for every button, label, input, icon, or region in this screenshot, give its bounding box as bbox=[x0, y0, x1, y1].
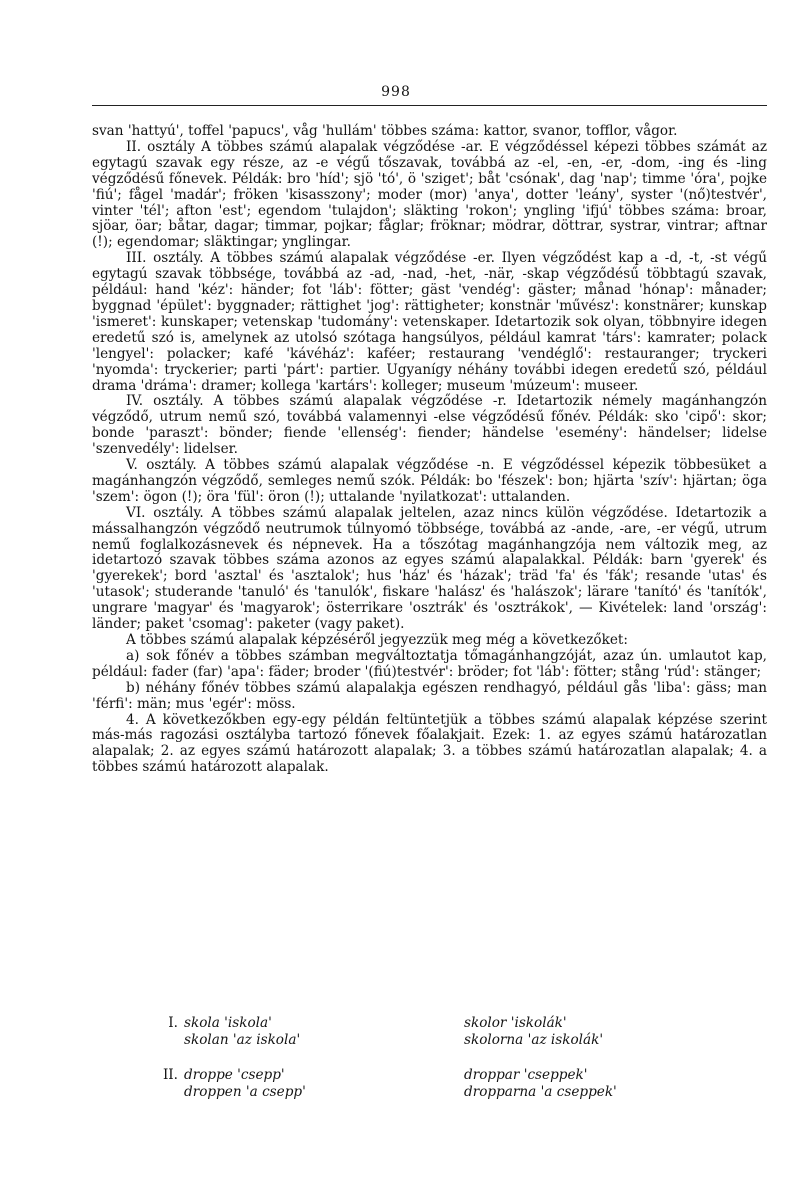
paragraph-class-ii: II. osztály A többes számú alapalak végződése -ar. E végződéssel képezi többes számát az egytagú szavak egy része, az -e végű tőszavak, továbbá az -el, -en, -er, -dom, -ing és -ling végződésű főnevek. Példák: bro 'híd'; sjö 'tó', ö 'sziget'; båt 'csónak', dag 'nap'; timme 'óra', pojke 'fiú'; fågel 'madár'; fröken 'kisasszony'; moder (mor) 'anya', dotter 'leány', syster '(nő)testvér', vinter 'tél'; afton 'est'; egendom 'tulajdon'; släkting 'rokon'; yngling 'ifjú' többes száma: broar, sjöar, öar; båtar, dagar; timmar, pojkar; fåglar; fröknar; mödrar, döttrar, systrar, vintrar; aftnar (!); egendomar; släktingar; ynglingar. bbox=[92, 138, 767, 251]
roman-numeral: II. bbox=[162, 1067, 178, 1083]
paragraph-class-v: V. osztály. A többes számú alapalak végződése -n. E végződéssel képezik többesüket a magánhangzón végződő, semleges nemű szók. Példák: bo 'fészek': bon; hjärta 'szív': hjärtan; öga 'szem': ögon (!); öra 'fül': öron (!); uttalande 'nyilatkozat': uttalanden. bbox=[92, 457, 767, 505]
header-rule bbox=[92, 105, 767, 106]
example-form: skola 'iskola' bbox=[184, 1015, 272, 1031]
example-form: skolan 'az iskola' bbox=[184, 1031, 301, 1048]
example-form: dropparna 'a cseppek' bbox=[464, 1083, 617, 1100]
example-left-column bbox=[154, 1015, 454, 1048]
body-text bbox=[92, 124, 767, 776]
example-left-column bbox=[154, 1067, 454, 1100]
example-block-i bbox=[92, 1015, 767, 1067]
example-form: droppen 'a csepp' bbox=[184, 1083, 306, 1100]
paragraph-section-4: 4. A következőkben egy-egy példán feltüntetjük a többes számú alapalak képzése szerint más-más ragozási osztályba tartozó főnevek főalakjait. Ezek: 1. az egyes számú határozatlan alapalak; 2. az egyes számú határozott alapalak; 3. a többes számú határozatlan alapalak; 4. a többes számú határozott alapalak. bbox=[92, 711, 767, 776]
page-number: 998 bbox=[381, 84, 411, 100]
example-right-column bbox=[464, 1067, 764, 1100]
example-block-ii bbox=[92, 1067, 767, 1119]
paragraph-notes-intro: A többes számú alapalak képzéséről jegyezzük meg még a következőket: bbox=[126, 632, 628, 648]
paragraph-class-vi: VI. osztály. A többes számú alapalak jeltelen, azaz nincs külön végződése. Idetartozik a mássalhangzón végződő neutrumok túlnyomó többsége, továbbá az -ande, -are, -er végű, utrum nemű foglalkozásnevek és népnevek. Ha a tőszótag magánhangzója nem változik meg, az idetartozó szavak többes száma azonos az egyes számú alapalakkal. Példák: barn 'gyerek' és 'gyerekek'; bord 'asztal' és 'asztalok'; hus 'ház' és 'házak'; träd 'fa' és 'fák'; resande 'utas' és 'utasok'; studerande 'tanuló' és 'tanulók', fiskare 'halász' és 'halászok'; lärare 'tanító' és 'tanítók', ungrare 'magyar' és 'magyarok'; österrikare 'osztrák' és 'osztrákok', — Kivételek: land 'ország': länder; paket 'csomag': paketer (vagy paket). bbox=[92, 504, 767, 633]
paragraph-class-iii: III. osztály. A többes számú alapalak végződése -er. Ilyen végződést kap a -d, -t, -st végű egytagú szavak többsége, továbbá az -ad, -nad, -het, -när, -skap végződésű többtagú szavak, például: hand 'kéz': händer; fot 'láb': fötter; gäst 'vendég': gäster; månad 'hónap': månader; byggnad 'épület': byggnader; rättighet 'jog': rättigheter; konstnär 'művész': konstnärer; kunskap 'ismeret': kunskaper; vetenskap 'tudomány': vetenskaper. Idetartozik sok olyan, többnyire idegen eredetű szó is, amelynek az utolsó szótaga hangsúlyos, például kamrat 'társ': kamrater; polack 'lengyel': polacker; kafé 'kávéház': kaféer; restaurang 'vendéglő': restauranger; tryckeri 'nyomda': tryckerier; parti 'párt': partier. Ugyanígy néhány további idegen eredetű szó, például drama 'dráma': dramer; kollega 'kartárs': kolleger; museum 'múzeum': museer. bbox=[92, 250, 767, 394]
paragraph-continuation: svan 'hattyú', toffel 'papucs', våg 'hullám' többes száma: kattor, svanor, tofflor, vågor. bbox=[92, 123, 678, 139]
example-form: skolorna 'az iskolák' bbox=[464, 1031, 604, 1048]
paragraph-note-a: a) sok főnév a többes számban megváltoztatja tőmagánhangzóját, azaz ún. umlautot kap, például: fader (far) 'apa': fäder; broder '(fiú)testvér': bröder; fot 'láb': fötter; stång 'rúd': stänger; bbox=[92, 647, 767, 680]
paragraph-class-iv: IV. osztály. A többes számú alapalak végződése -r. Idetartozik némely magánhangzón végződő, utrum nemű szó, továbbá valamennyi -else végződésű főnév. Példák: sko 'cipő': skor; bonde 'paraszt': bönder; fiende 'ellenség': fiender; händelse 'esemény': händelser; lidelse 'szenvedély': lidelser. bbox=[92, 393, 767, 458]
example-form: droppe 'csepp' bbox=[184, 1067, 285, 1083]
example-paradigms bbox=[92, 1015, 767, 1119]
roman-numeral: I. bbox=[168, 1015, 178, 1031]
example-form: skolor 'iskolák' bbox=[464, 1015, 567, 1031]
example-form: droppar 'cseppek' bbox=[464, 1067, 588, 1083]
paragraph-note-b: b) néhány főnév többes számú alapalakja egészen rendhagyó, például gås 'liba': gäss; man 'férfi': män; mus 'egér': möss. bbox=[92, 679, 767, 712]
example-right-column bbox=[464, 1015, 764, 1048]
